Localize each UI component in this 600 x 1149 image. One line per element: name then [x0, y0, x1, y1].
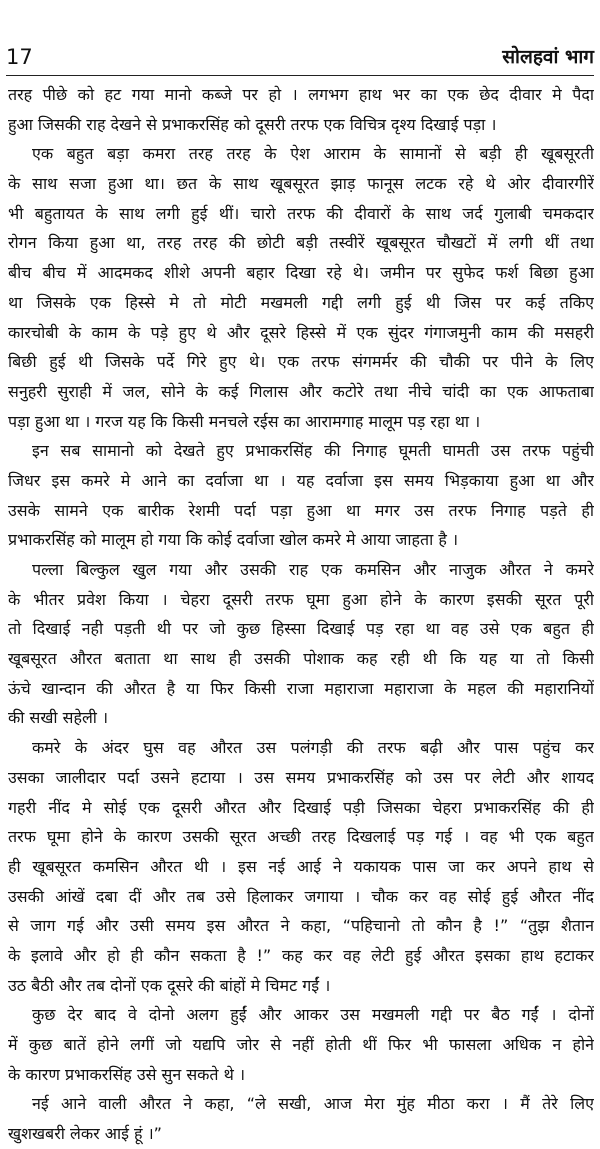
text-line: कारचोबी के काम के पड़े हुए थे और दूसरे हिस्से में एक सुंदर गंगाजमुनी काम की मसहरी: [8, 322, 594, 342]
text-line: सनुहरी सुराही में जल, सोने के कई गिलास और कटोरे तथा नीचे चांदी का एक आफताबा: [8, 381, 594, 401]
text-line: में कुछ बातें होने लगीं जो यद्यपि जोर से नहीं होती थीं फिर भी फासला अधिक न होने: [8, 1035, 594, 1054]
text-line: तरफ घूमा होने के कारण उसकी सूरत अच्छी तरह दिखलाई पड़ गई । वह भी एक बहुत: [8, 827, 594, 847]
text-line: के भीतर प्रवेश किया । चेहरा दूसरी तरफ घूमा हुआ होने के कारण इसकी सूरत पूरी: [8, 589, 594, 609]
text-line: कुछ देर बाद वे दोनो अलग हुईं और आकर उस मखमली गद्दी पर बैठ गईं । दोनों: [32, 1005, 594, 1025]
text-line: था जिसके एक हिस्से मे तो मोटी मखमली गद्दी लगी हुई थी जिस पर कई तकिए: [8, 292, 594, 312]
text-line: उसकी आंखें दबा दीं और तब उसे हिलाकर जगाया । चौक कर वह सोई हुई औरत नींद: [8, 886, 594, 906]
text-line: भी बहुतायत के साथ लगी हुई थीं। चारो तरफ की दीवारों के साथ जर्द गुलाबी चमकदार: [8, 203, 594, 223]
text-line: के कारण प्रभाकरसिंह उसे सुन सकते थे ।: [8, 1064, 246, 1084]
header-rule: [6, 75, 594, 76]
text-line: से जाग गई और उसी समय इस औरत ने कहा, “पहिचानो तो कौन है !” “तुझ शैतान: [8, 916, 594, 936]
text-line: गहरी नींद मे सोई एक दूसरी औरत और दिखाई पड़ी जिसका चेहरा प्रभाकरसिंह की ही: [8, 797, 594, 817]
text-line: हुआ जिसकी राह देखने से प्रभाकरसिंह को दूसरी तरफ एक विचित्र दृश्य दिखाई पड़ा ।: [8, 114, 497, 134]
text-line: बिछी हुई थी जिसके पर्दे गिरे हुए थे। एक तरफ संगमर्मर की चौकी पर पीने के लिए: [8, 352, 594, 372]
text-line: ही खूबसूरत कमसिन औरत थी । इस नई आई ने यकायक पास जा कर अपने हाथ से: [8, 856, 594, 876]
text-line: ऊंचे खान्दान की औरत है या फिर किसी राजा महाराजा महाराजा के महल की महारानियों: [8, 678, 594, 698]
text-line: प्रभाकरसिंह को मालूम हो गया कि कोई दर्वाजा खोल कमरे मे आया जाहता है ।: [8, 530, 459, 550]
text-line: की सखी सहेली ।: [8, 708, 109, 728]
text-line: खूबसूरत औरत बताता था साथ ही उसकी पोशाक कह रही थी कि यह या तो किसी: [8, 649, 594, 669]
page-number: 17: [6, 45, 33, 69]
text-line: बीच बीच में आदमकद शीशे अपनी बहार दिखा रहे थे। जमीन पर सुफेद फर्श बिछा हुआ: [8, 263, 594, 283]
text-line: के इलावे और हो ही कौन सकता है !” कह कर वह लेटी हुई औरत इसका हाथ हटाकर: [8, 945, 594, 965]
text-line: इन सब सामानो को देखते हुए प्रभाकरसिंह की निगाह घूमती घामती उस तरफ पहुंची: [32, 441, 594, 461]
text-line: के साथ सजा हुआ था। छत के साथ खूबसूरत झाड़ फानूस लटक रहे थे ओर दीवारगीरें: [8, 174, 594, 194]
text-line: जिधर इस कमरे मे आने का दर्वाजा था । यह दर्वाजा इस समय भिड़काया हुआ था और: [8, 470, 594, 490]
text-line: नई आने वाली औरत ने कहा, “ले सखी, आज मेरा मुंह मीठा करा । मैं तेरे लिए: [32, 1094, 594, 1114]
text-line: पड़ा हुआ था । गरज यह कि किसी मनचले रईस का आरामगाह मालूम पड़ रहा था ।: [8, 411, 481, 431]
running-title: सोलहवां भाग: [502, 46, 594, 68]
text-line: एक बहुत बड़ा कमरा तरह तरह के ऐश आराम के सामानों से बड़ी ही खूबसूरती: [32, 144, 594, 164]
text-line: रोगन किया हुआ था, तरह तरह की छोटी बड़ी तस्वीरें खूबसूरत चौखटों में लगी थीं तथा: [8, 233, 594, 253]
text-line: कमरे के अंदर घुस वह औरत उस पलंगड़ी की तरफ बढ़ी और पास पहुंच कर: [32, 738, 594, 758]
text-line: उठ बैठी और तब दोनों एक दूसरे की बांहों मे चिमट गईं ।: [8, 975, 331, 995]
text-line: तरह पीछे को हट गया मानो कब्जे पर हो । लगभग हाथ भर का एक छेद दीवार मे पैदा: [8, 85, 594, 104]
body-text: [8, 80, 594, 1149]
text-line: पल्ला बिल्कुल खुल गया और उसकी राह एक कमसिन और नाजुक औरत ने कमरे: [32, 560, 594, 579]
text-line: उसके सामने एक बारीक रेशमी पर्दा पड़ा हुआ था मगर उस तरफ निगाह पड़ते ही: [8, 500, 594, 520]
page-header: [6, 44, 594, 74]
text-line: खुशखबरी लेकर आई हूं ।”: [8, 1124, 162, 1144]
text-line: तो दिखाई नही पड़ती थी पर जो कुछ हिस्सा दिखाई पड़ रहा था वह उसे एक बहुत ही: [8, 619, 594, 639]
text-line: उसका जालीदार पर्दा उसने हटाया । उस समय प्रभाकरसिंह को उस पर लेटी और शायद: [8, 767, 594, 787]
